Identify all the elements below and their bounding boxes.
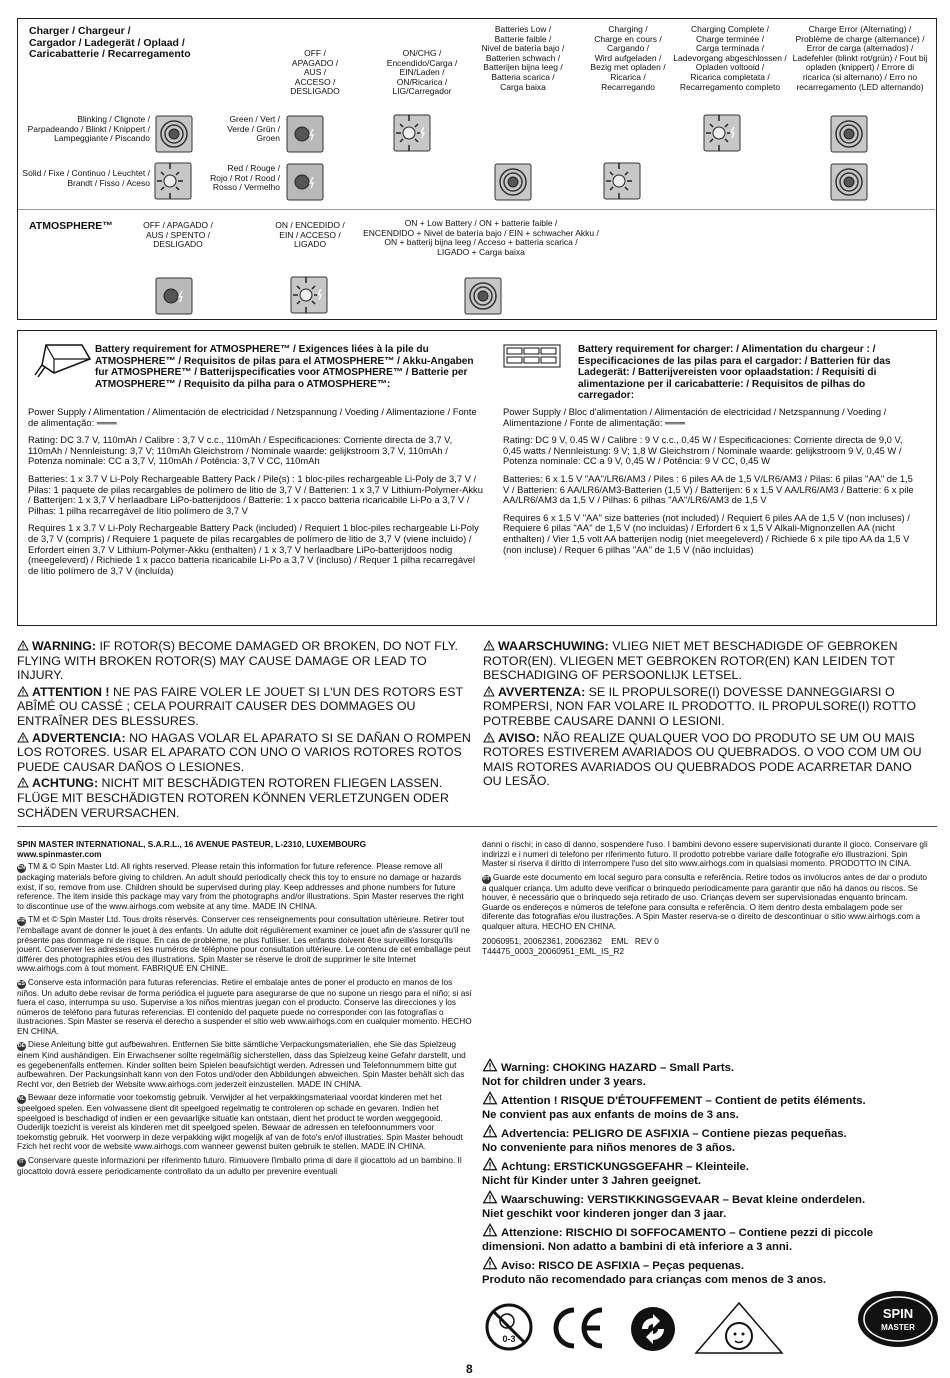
led-charging-icon <box>600 159 644 205</box>
section-divider <box>18 209 935 210</box>
legal-de: DE Diese Anleitung bitte gut aufbewahren. Entfernen Sie bitte sämtliche Verpackungsmaterialien, ehe Sie das Spielzeug einem Kind aushändigen. Ein Erwachsener sollte regelmäßig sicherstellen, dass das Spielzeug keine Gefahr darstellt, und es gegebenenfalls entfernen. Kinder sollten beim Spielen beaufsichtigt werden. Adressen und Telefonnummern bitte gut aufbewahren. Der Packungsinhalt kann von den Fotos und/oder den Abbildungen abweichen. Spin Master behält sich das Recht vor, den Betrieb der Website www.airhogs.com jederzeit einzustellen. MADE IN CHINA. <box>17 1039 466 1089</box>
rotor-warnings-left <box>17 639 472 820</box>
atmo-off-icon <box>155 277 193 317</box>
legal-es: ES Conserve esta información para futuras referencias. Retire el embalaje antes de poner el producto en manos de los niños. Un adulto debe revisar de forma periódica el juguete para asegurarse de que no supone un riesgo para el niño; si así fuera el caso, interrumpa su uso. Supervise a los niños mientras juegan con el producto. Conserve las direcciones y los números de teléfono para futuras referencias. El contenido del paquete puede no corresponder con las fotografías o ilustraciones. Spin Master se reserva el derecho a suspender el sitio web www.airhogs.com en cualquier momento. HECHO EN CHINA. <box>17 976 472 1036</box>
legal-left-column <box>17 840 472 1176</box>
led-blinking-icon <box>155 115 193 155</box>
warning-triangle-icon <box>482 1223 498 1237</box>
led-error-red-icon <box>830 163 868 203</box>
choke-en: Warning: CHOKING HAZARD – Small Parts. Not for children under 3 years. <box>482 1058 932 1089</box>
state-charging: Charging / Charge en cours / Cargando / Wird aufgeladen / Bezig met opladen / Ricarica / Recarregando <box>590 24 666 92</box>
battery-panel <box>17 330 937 626</box>
choke-de: Achtung: ERSTICKUNGSGEFAHR – Kleinteile. Nicht für Kinder unter 3 Jahren geeignet. <box>482 1157 932 1188</box>
power-right: Power Supply / Bloc d'alimentation / Alimentación de electricidad / Netzspannung / Voeding / Alimentazione / Fonte de alimentação: <box>503 406 887 428</box>
rotor-warnings-right <box>483 639 928 789</box>
code-line-1: 20060951, 20062361, 20062362 EML REV 0 <box>482 936 659 946</box>
green-label: Green / Vert / Verde / Grün / Groen <box>227 114 280 144</box>
choke-it: Attenzione: RISCHIO DI SOFFOCAMENTO – Contiene pezzi di piccole dimensioni. Non adatto a bambini di età inferiore a 3 anni. <box>482 1223 932 1254</box>
svg-text:0-3: 0-3 <box>502 1334 516 1344</box>
legal-pt: PT Guarde este documento em local seguro para consulta e referência. Retire todos os invólucros antes de dar o produto a qualquer criança. Um adulto deve verificar o brinquedo periodicamente para garantir que não há danos ou riscos. Se houver, é necessário que o brinquedo seja retirado de uso. Crianças devem ser supervisionadas enquanto brincam. Guarde os endereços e números de telefone para consulta e referência. O item dentro desta embalagem pode ser diferente das fotografias e/ou ilustrações. A Spin Master reserva-se o direito de descontinuar o sitio www.airhogs.com a qualquer altura. HECHO EN CHINA. <box>482 871 927 931</box>
flag-it-icon: IT <box>17 1158 26 1167</box>
page-number: 8 <box>466 1362 473 1376</box>
warning-triangle-icon <box>17 732 29 743</box>
atmo-state-on: ON / ENCEDIDO / EIN / ACCESO / LIGADO <box>275 220 345 250</box>
choke-nl: Waarschuwing: VERSTIKKINGSGEVAAR – Bevat kleine onderdelen. Niet geschikt voor kinderen jonger dan 3 jaar. <box>482 1190 932 1221</box>
separator <box>17 826 937 827</box>
state-charge-error: Charge Error (Alternating) / Problème de charge (alternance) / Error de carga (alternados) / Ladefehler (blinkt rot/grün) / Fout bij opladen (knippert) / Errore di ricarica (si alternano) / Erro no recarregamento (LED alternando) <box>792 24 928 92</box>
ce-mark-icon <box>548 1304 608 1354</box>
solid-label: Solid / Fixe / Continuo / Leuchtet / Brandt / Fisso / Aceso <box>22 168 150 188</box>
warning-triangle-icon <box>482 1190 498 1204</box>
battery-pack-icon <box>32 339 96 381</box>
aa-batteries-icon <box>502 343 562 371</box>
battery-left-title: Battery requirement for ATMOSPHERE™ / Exigences liées à la pile du ATMOSPHERE™ / Requisitos de pilas para el ATMOSPHERE™ / Akku-Angaben fur ATMOSPHERE™ / Batterijspecificaties voor ATMOSPHERE™ / Batterie per ATMOSPHERE™ / Requisito da pilha para o ATMOSPHERE™: <box>95 344 474 390</box>
warning-triangle-icon <box>482 1157 498 1171</box>
state-on-charge: ON/CHG / Encendido/Carga / EIN/Laden / ON/Ricarica / LIG/Carregador <box>386 48 458 97</box>
green-dot-recycling-icon <box>628 1304 678 1356</box>
flag-pt-icon: PT <box>483 875 490 882</box>
led-solid-icon <box>151 159 195 205</box>
warning-es: ADVERTENCIA: NO HAGAS VOLAR EL APARATO SI SE DAÑAN O ROMPEN LOS ROTORES. USAR EL APARATO CON UNO O VARIOS ROTORES ROTOS PUEDE CAUSAR DAÑOS O LESIONES. <box>17 730 471 774</box>
warning-triangle-icon <box>482 1091 498 1105</box>
red-label: Red / Rouge / Rojo / Rot / Rood / Rosso / Vermelho <box>210 163 280 193</box>
company-address: SPIN MASTER INTERNATIONAL, S.A.R.L., 16 AVENUE PASTEUR, L-2310, LUXEMBOURG <box>17 839 367 849</box>
atmo-state-low: ON + Low Battery / ON + batterie faible / ENCENDIDO + Nivel de batería bajo / EIN + schwacher Akku / ON + batterij bijna leeg / Acceso + batteria scarica / LIGADO + Carga baixa <box>363 218 599 257</box>
lion-mark-icon <box>693 1300 785 1358</box>
spin-master-logo <box>856 1288 940 1352</box>
atmo-state-off: OFF / APAGADO / AUS / SPENTO / DESLIGADO <box>143 220 213 250</box>
warning-triangle-icon <box>482 1256 498 1270</box>
flag-nl-icon: NL <box>18 1096 25 1102</box>
dc-symbol-icon: ═══ <box>96 416 117 428</box>
warning-en: WARNING: IF ROTOR(S) BECOME DAMAGED OR BROKEN, DO NOT FLY. FLYING WITH BROKEN ROTOR(S) MAY CAUSE DAMAGE OR LEAD TO INJURY. <box>17 639 458 683</box>
requires-right: Requires 6 x 1.5 V "AA" size batteries (not included) / Requiert 6 piles AA de 1,5 V (non incluses) / Requiere 6 pilas "AA" de 1,5 V (no incluidas) / Erfordert 6 x 1,5 V Alkali-Mignonzellen AA (nicht enthalten) / Vier 1,5 volt AA batterijen nodig (niet meegeleverd) / Richiede 6 x pile tipo AA da 1,5 V (non incluse) / Requer 6 pilhas "AA" de 1,5 V (não incluídas) <box>503 511 910 555</box>
flag-fr-icon: FR <box>18 918 25 924</box>
led-on-charge-icon <box>390 111 434 157</box>
rating-left: Rating: DC 3.7 V, 110mAh / Calibre : 3,7 V c.c., 110mAh / Especificaciones: Corriente directa de 3,7 V, 110mAh / Nennleistung: 3,7 V; 110mAh Gleichstrom / Nominale waarde: gelijkstroom 3,7 V, 110mAh / Potenza nominale: CC a 3,7 V, 110mAh / Potência: 3,7 V CC, 110mAh <box>28 434 453 467</box>
state-batteries-low: Batteries Low / Batterie faible / Nivel de batería bajo / Batterien schwach / Batterijen bijna leeg / Batteria scarica / Carga baixa <box>481 24 565 92</box>
led-low-icon <box>494 163 532 203</box>
warning-triangle-icon <box>17 686 29 697</box>
legal-en: EN TM & © Spin Master Ltd. All rights reserved. Please retain this information for future reference. Please remove all packaging materials before giving to children. An adult should periodically check this toy to ensure no damage or hazards exist, if so, remove from use. Children should be supervised during play. Keep addresses and phone numbers for future reference. The item inside this package may vary from the photographs and/or illustrations. Spin Master reserves the right to discontinue use of the www.airhogs.com website at any time. MADE IN CHINA. <box>17 861 464 911</box>
warning-triangle-icon <box>17 640 29 651</box>
code-line-2: T44475_0003_20060951_EML_IS_R2 <box>482 945 625 956</box>
warning-triangle-icon <box>483 732 495 743</box>
dc-symbol-icon-2: ═══ <box>665 416 686 428</box>
blinking-label: Blinking / Clignote / Parpadeando / Blinkt / Knippert / Lampeggiante / Piscando <box>27 114 150 144</box>
warning-it: AVVERTENZA: SE IL PROPULSORE(I) DOVESSE DANNEGGIARSI O ROMPERSI, NON FAR VOLARE IL PRODOTTO. IL PROPULSORE(I) ROTTO POTREBBE CAUSARE DANNI O LESIONI. <box>483 684 917 728</box>
svg-text:SPIN: SPIN <box>882 1306 914 1321</box>
legal-fr: FR TM et © Spin Master Ltd. Tous droits réservés. Conserver ces renseignements pour consultation ultérieure. Retirer tout l'emballage avant de donner le jouet à des enfants. Un adulte doit régulièrement examiner ce jouet afin de s'assurer qu'il ne présente pas dommage ni de risque. En cas de problème, ne plus l'utiliser. Les enfants doivent être surveillés lorsqu'ils jouent. Conserver les adresses et les numéros de téléphone pour consultation ultérieure. Le contenu de cet emballage peut différer des photographies et/ou des illustrations. Spin Master se réserve le droit de supprimer le site Internet www.airhogs.com à tout moment. FABRIQUÉ EN CHINE. <box>17 914 471 973</box>
company-web: www.spinmaster.com <box>17 848 102 859</box>
warning-triangle-icon <box>482 1124 498 1138</box>
flag-de-icon: DE <box>18 1043 25 1049</box>
state-charging-complete: Charging Complete / Charge terminée / Carga terminada / Ladevorgang abgeschlossen / Opladen voltooid / Ricarica completata / Recarregamento completo <box>673 24 787 92</box>
led-error-icon <box>830 115 868 155</box>
charger-title: Charger / Chargeur / Cargador / Ladegerät / Oplaad / Caricabatterie / Recarregamento <box>29 25 191 60</box>
age-warning-icon <box>484 1302 534 1354</box>
legal-it-cont: danni o rischi; in caso di danno, sospendere l'uso. I bambini devono essere supervisionati durante il gioco. Conservare gli indirizzi e i numeri di telefono per riferimento futuro. Il prodotto potrebbe variare dalle fotografie e/o illustrazioni. Spin Master si riserva il diritto di interrompere l'uso del sito www.airhogs.com in qualsiasi momento. PRODOTTO IN CINA. <box>482 839 928 868</box>
flag-es-icon: ES <box>18 980 25 987</box>
warning-triangle-icon <box>483 640 495 651</box>
choking-warnings <box>482 1058 932 1287</box>
led-red-off-icon <box>286 163 324 203</box>
warning-fr: ATTENTION ! NE PAS FAIRE VOLER LE JOUET SI L'UN DES ROTORS EST ABÎMÉ OU CASSÉ ; CELA POURRAIT CAUSER DES DOMMAGES OU ENTRAÎNER DES BLESSURES. <box>17 684 463 728</box>
requires-left: Requires 1 x 3.7 V Li-Poly Rechargeable Battery Pack (included) / Requiert 1 bloc-piles rechargeable Li-Poly de 3,7 V (compris) / Requiere 1 paquete de pilas recargables de polímero de litio de 3,7 V (viene incluido) / Erfordert einen 3,7 V Lithium-Polymer-Akku (enthalten) / 1 x 3,7 V herlaadbare LiPo-batterijdoos nodig (meegeleverd) / Richiede 1 x pacco batteria ricaricabile Li-Po a 3,7 V (incluso) / Requer 1 pilha recarregável de lítio polímero de 3,7 V (incluída) <box>28 522 479 576</box>
atmo-low-icon <box>464 277 502 317</box>
batteries-right: Batteries: 6 x 1.5 V "AA"/LR6/AM3 / Piles : 6 piles AA de 1,5 V/LR6/AM3 / Pilas: 6 pilas "AA" de 1,5 V / Batterien: 6 AA/LR6/AM3-Batterien (1,5 V) / Batterijen: 6 x 1,5 V AA/LR6/AM3 / Batterie: 6 x pile AA/LR6/AM3 da 1,5 V / Pilhas: 6 pilhas "AA"/LR6/AM3 de 1,5 V <box>503 472 914 506</box>
svg-text:MASTER: MASTER <box>881 1323 915 1332</box>
legal-it: IT Conservare queste informazioni per riferimento futuro. Rimuovere l'imballo prima di dare il giocattolo ad un bambino. Il giocattolo dovrà essere periodicamente controllato da un adulto per prevenire eventuali <box>17 1154 462 1176</box>
led-complete-icon <box>700 111 744 157</box>
batteries-left: Batteries: 1 x 3.7 V Li-Poly Rechargeable Battery Pack / Pile(s) : 1 bloc-piles rechargeable Li-Poly de 3,7 V / Pilas: 1 paquete de pilas recargables de polímero de litio de 3,7 V / Batterien: 1 x 3,7 V Lithium-Polymer-Akku / Batterijen: 1 x 3,7 V herlaadbare LiPo-batterijdoos / Batterie: 1 x pacco batteria ricaricabile Li-Po a 3,7 V / Pilhas: 1 pilha recarregável de lítio polímero de 3,7 V <box>28 472 483 516</box>
battery-right-title: Battery requirement for charger: / Alimentation du chargeur : / Especificaciones de las pilas para el cargador: / Batterien für das Ladegerät: / Batterijvereisten voor oplaadstation: / Requisiti di alimentazione per il caricabatterie: / Requisitos de pilhas do carregador: <box>578 344 891 401</box>
warning-pt: AVISO: NÃO REALIZE QUALQUER VOO DO PRODUTO SE UM OU MAIS ROTORES ESTIVEREM AVARIADOS OU QUEBRADOS. O VOO COM UM OU MAIS ROTORES AVARIADOS OU QUEBRADOS PODE ACARRETAR DANO OU LESÃO. <box>483 730 922 789</box>
warning-de: ACHTUNG: NICHT MIT BESCHÄDIGTEN ROTOREN FLIEGEN LASSEN. FLÜGE MIT BESCHÄDIGTEN ROTOREN KÖNNEN VERLETZUNGEN ODER SCHÄDEN VERURSACHEN. <box>17 776 449 820</box>
led-off-icon <box>286 115 324 155</box>
choke-fr: Attention ! RISQUE D'ÉTOUFFEMENT – Contient de petits éléments. Ne convient pas aux enfants de moins de 3 ans. <box>482 1091 932 1122</box>
atmo-on-icon <box>287 273 331 319</box>
warning-triangle-icon <box>483 686 495 697</box>
state-off: OFF / APAGADO / AUS / ACCESO / DESLIGADO <box>290 48 340 97</box>
warning-triangle-icon <box>17 777 29 788</box>
atmosphere-title: ATMOSPHERE™ <box>29 220 113 232</box>
legal-nl: NL Bewaar deze informatie voor toekomstig gebruik. Verwijder al het verpakkingsmateriaal voordat kinderen met het speelgoed spelen. Een volwassene dient dit speelgoed regelmatig te controleren op schade en gevaren. Indien het speelgoed is beschadigd of indien er een gevaarlijke situatie kan ontstaan, dient het product te worden weggegooid. Ouderlijk toezicht is vereist als kinderen met dit speelgoed spelen. Bewaar de adressen en telefoonnummers voor toekomstig gebruik. Het voorwerp in deze verpakking wijkt mogelijk af van de foto's en/of illustraties. Spin Master behoudt Fzich het recht voor de website www.airhogs.com wanneer gewenst buiten gebruik te stellen. MADE IN CHINA. <box>17 1092 463 1151</box>
battery-left-body <box>28 407 483 583</box>
choke-es: Advertencia: PELIGRO DE ASFIXIA – Contiene piezas pequeñas. No conveniente para niños menores de 3 años. <box>482 1124 932 1155</box>
led-status-panel <box>17 18 937 320</box>
battery-right-body <box>503 407 921 562</box>
warning-nl: WAARSCHUWING: VLIEG NIET MET BESCHADIGDE OF GEBROKEN ROTOR(EN). VLIEGEN MET GEBROKEN ROTOR(EN) KAN LEIDEN TOT BESCHADIGING OF PERSOONLIJK LETSEL. <box>483 639 898 683</box>
warning-triangle-icon <box>482 1058 498 1072</box>
flag-en-icon: EN <box>18 865 25 871</box>
rating-right: Rating: DC 9 V, 0.45 W / Calibre : 9 V c.c., 0,45 W / Especificaciones: Corriente directa de 9,0 V, 0,45 watts / Nennleistung: 9 V; 1,8 W Gleichstrom / Nominale waarde: gelijkstroom 9 V, 0,45 W / Potenza nominale: CC a 9 V, 0,45 W / Potência: 9 V CC, 0,45 W <box>503 434 903 467</box>
choke-pt: Aviso: RISCO DE ASFIXIA – Peças pequenas. Produto não recomendado para crianças com menos de 3 anos. <box>482 1256 932 1287</box>
legal-right-column <box>482 840 929 956</box>
power-left: Power Supply / Alimentation / Alimentación de electricidad / Netzspannung / Voeding / Alimentazione / Fonte de alimentação: <box>28 406 477 428</box>
